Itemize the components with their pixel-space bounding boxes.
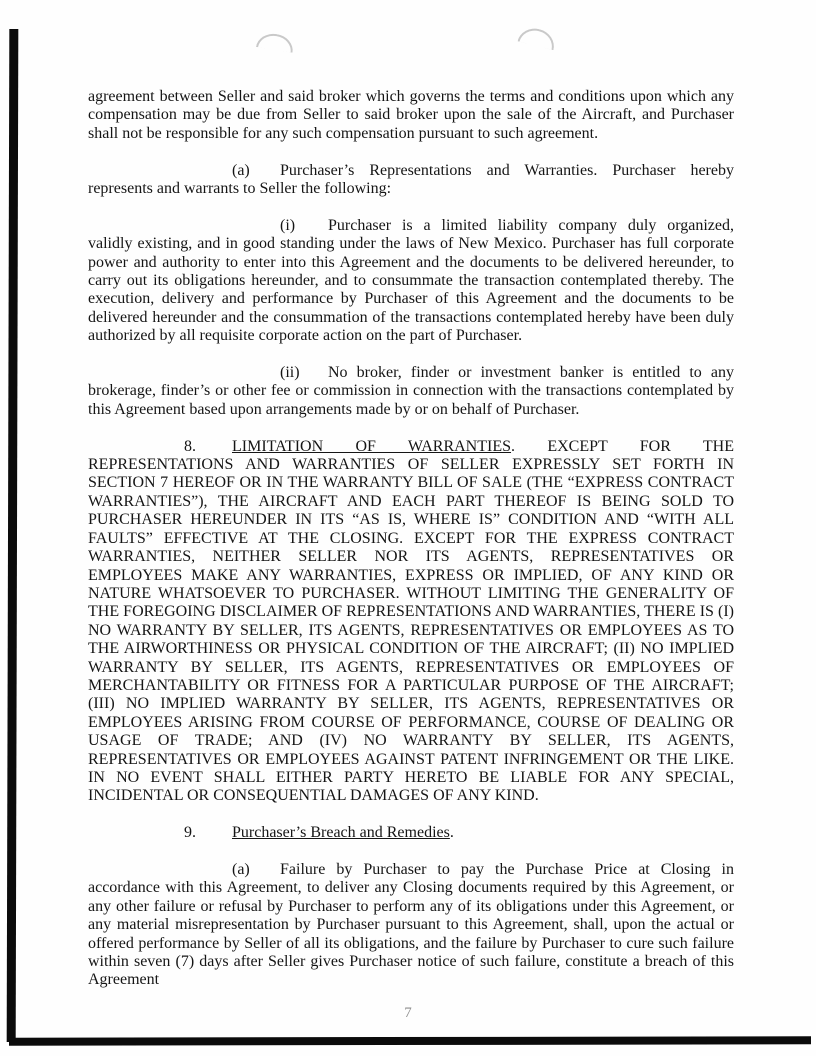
paragraph-broker-compensation — [88, 88, 734, 143]
item-text: Purchaser is a limited liability company duly organized, validly existing, and in good standing under the laws of New Mexico. Purchaser has full corporate power and authority to enter into this Agreement and the documents to be delivered hereunder, to carry out its obligations hereunder, and to consummate the transaction contemplated thereby. The execution, delivery and performance by Purchaser of this Agreement and the documents to be delivered hereunder and the consummation of the transactions contemplated hereby have been duly authorized by all requisite corporate action on the part of Purchaser. — [88, 216, 734, 345]
scan-edge-left — [7, 29, 19, 1042]
document-body — [88, 88, 734, 990]
paragraph-9a-failure-to-pay — [88, 861, 734, 990]
page-number: 7 — [404, 1005, 412, 1021]
item-label: (i) — [280, 216, 296, 234]
binder-ring-mark-left — [256, 31, 295, 53]
section-heading: Purchaser’s Breach and Remedies — [232, 824, 450, 842]
section-text: . EXCEPT FOR THE REPRESENTATIONS AND WARRANTIES OF SELLER EXPRESSLY SET FORTH IN SECTION 7 HEREOF OR IN THE WARRANTY BILL OF SALE (THE “EXPRESS CONTRACT WARRANTIES”), THE AIRCRAFT AND EACH PART THEREOF IS BEING SOLD TO PURCHASER HEREUNDER IN ITS “AS IS, WHERE IS” CONDITION AND “WITH ALL FAULTS” EFFECTIVE AT THE CLOSING. EXCEPT FOR THE EXPRESS CONTRACT WARRANTIES, NEITHER SELLER NOR ITS AGENTS, REPRESENTATIVES OR EMPLOYEES MAKE ANY WARRANTIES, EXPRESS OR IMPLIED, OF ANY KIND OR NATURE WHATSOEVER TO PURCHASER. WITHOUT LIMITING THE GENERALITY OF THE FOREGOING DISCLAIMER OF REPRESENTATIONS AND WARRANTIES, THERE IS (I) NO WARRANTY BY SELLER, ITS AGENTS, REPRESENTATIVES OR EMPLOYEES AS TO THE AIRWORTHINESS OR PHYSICAL CONDITION OF THE AIRCRAFT; (II) NO IMPLIED WARRANTY BY SELLER, ITS AGENTS, REPRESENTATIVES OR EMPLOYEES OF MERCHANTABILITY OR FITNESS FOR A PARTICULAR PURPOSE OF THE AIRCRAFT; (III) NO IMPLIED WARRANTY BY SELLER, ITS AGENTS, REPRESENTATIVES OR EMPLOYEES ARISING FROM COURSE OF PERFORMANCE, COURSE OF DEALING OR USAGE OF TRADE; AND (IV) NO WARRANTY BY SELLER, ITS AGENTS, REPRESENTATIVES OR EMPLOYEES AGAINST PATENT INFRINGEMENT OR THE LIKE. IN NO EVENT SHALL EITHER PARTY HERETO BE LIABLE FOR ANY SPECIAL, INCIDENTAL OR CONSEQUENTIAL DAMAGES OF ANY KIND. — [88, 437, 734, 805]
item-text: No broker, finder or investment banker is entitled to any brokerage, finder’s or other fee or commission in connection with the transactions contemplated by this Agreement based upon arrangements made by or on behalf of Purchaser. — [88, 364, 734, 418]
scan-edge-bottom — [9, 1036, 811, 1045]
item-heading: Purchaser’s Representations and Warranties. — [280, 161, 598, 179]
section-number: 9. — [184, 824, 196, 842]
section-heading: LIMITATION OF WARRANTIES — [232, 437, 512, 455]
item-text: Purchaser hereby represents and warrants to Seller the following: — [88, 161, 734, 198]
paragraph-text: agreement between Seller and said broker which governs the terms and conditions upon which any compensation may be due from Seller to said broker upon the sale of the Aircraft, and Purchaser shall not be responsible for any such compensation pursuant to such agreement. — [88, 88, 734, 142]
section-9-purchasers-breach — [88, 824, 734, 842]
paragraph-i-company-standing — [88, 217, 734, 346]
section-8-limitation-of-warranties — [88, 438, 734, 806]
binder-ring-mark-right — [517, 25, 557, 50]
section-number: 8. — [184, 437, 196, 455]
paragraph-ii-no-broker — [88, 364, 734, 419]
item-label: (a) — [232, 161, 250, 179]
section-heading-period: . — [449, 824, 454, 842]
item-label: (a) — [232, 860, 250, 878]
item-text: Failure by Purchaser to pay the Purchase Price at Closing in accordance with this Agreement, to deliver any Closing documents required by this Agreement, or any other failure or refusal by Purchaser to perform any of its obligations under this Agreement, or any material misrepresentation by Purchaser pursuant to this Agreement, shall, upon the actual or offered performance by Seller of all its obligations, and the failure by Purchaser to cure such failure within seven (7) days after Seller gives Purchaser notice of such failure, constitute a breach of this Agreement — [88, 860, 734, 989]
item-label: (ii) — [280, 364, 300, 382]
paragraph-a-representations — [88, 162, 734, 199]
